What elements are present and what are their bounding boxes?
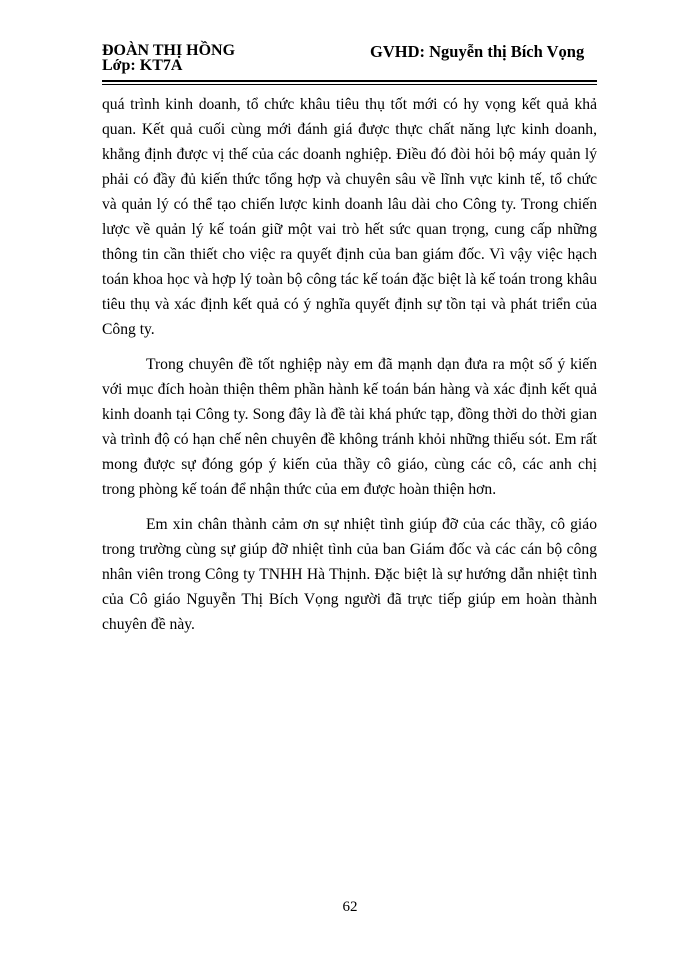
- header-divider: [102, 80, 597, 82]
- paragraph-2: Trong chuyên đề tốt nghiệp này em đã mạnh dạn đưa ra một số ý kiến với mục đích hoàn thiện thêm phần hành kế toán bán hàng và xác định kết quả kinh doanh tại Công ty. Song đây là đề tài khá phức tạp, đồng thời do thời gian và trình độ có hạn chế nên chuyên đề không tránh khỏi những thiếu sót. Em rất mong được sự đóng góp ý kiến của thầy cô giáo, cùng các cô, các anh chị trong phòng kế toán để nhận thức của em được hoàn thiện hơn.: [102, 356, 597, 498]
- paragraph-1: quá trình kinh doanh, tổ chức khâu tiêu thụ tốt mới có hy vọng kết quả khả quan. Kết quả cuối cùng mới đánh giá được thực chất năng lực kinh doanh, khẳng định được vị thế của các doanh nghiệp. Điều đó đòi hỏi bộ máy quản lý phải có đầy đủ kiến thức tổng hợp và chuyên sâu về lĩnh vực kinh tế, tổ chức và quản lý có thể tạo chiến lược kinh doanh lâu dài cho Công ty. Trong chiến lược về quản lý kế toán giữ một vai trò hết sức quan trọng, cung cấp những thông tin cần thiết cho việc ra quyết định của ban giám đốc. Vì vậy việc hạch toán khoa học và hợp lý toàn bộ công tác kế toán đặc biệt là kế toán trong khâu tiêu thụ và xác định kết quả có ý nghĩa quyết định sự tồn tại và phát triển của Công ty.: [102, 96, 597, 338]
- header-author-block: [102, 43, 235, 73]
- page-number: 62: [342, 899, 358, 915]
- header-divider-thin: [102, 84, 597, 85]
- paragraph-3: Em xin chân thành cảm ơn sự nhiệt tình giúp đỡ của các thầy, cô giáo trong trường cùng sự giúp đỡ nhiệt tình của ban Giám đốc và các cán bộ công nhân viên trong Công ty TNHH Hà Thịnh. Đặc biệt là sự hướng dẫn nhiệt tình của Cô giáo Nguyễn Thị Bích Vọng người đã trực tiếp giúp em hoàn thành chuyên đề này.: [102, 516, 597, 633]
- author-name: ĐOÀN THỊ HỒNG: [102, 42, 236, 59]
- document-body: [102, 92, 597, 647]
- class-label: Lớp: KT7A: [102, 57, 183, 74]
- advisor-label: GVHD: Nguyễn thị Bích Vọng: [370, 42, 585, 61]
